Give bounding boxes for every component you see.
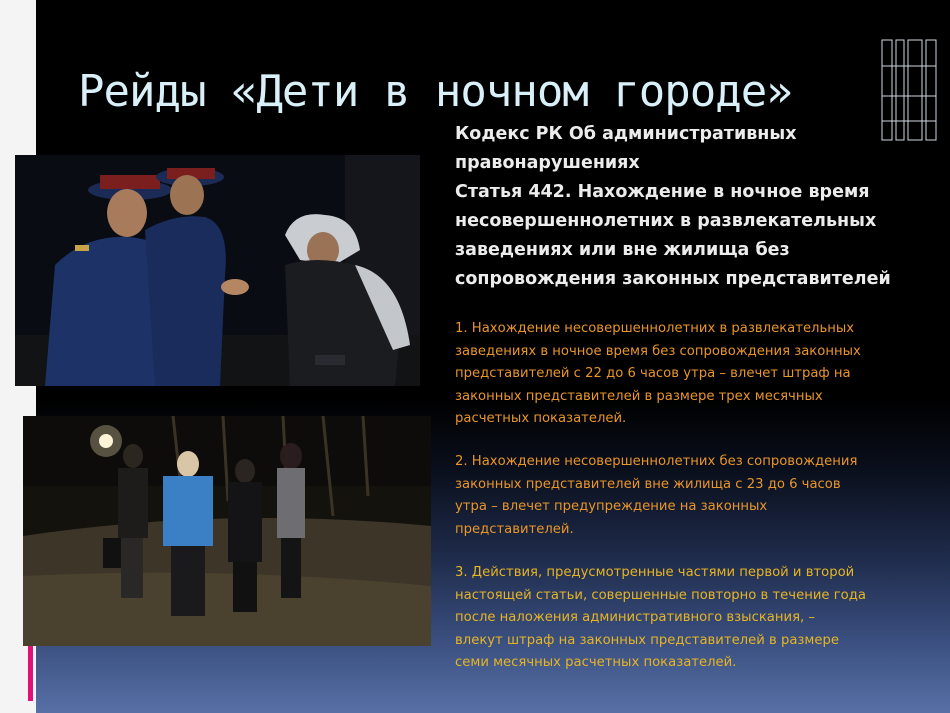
paragraph-line: заведениях в ночное время без сопровождения законных <box>455 343 861 359</box>
paragraph-line: 2. Нахождение несовершеннолетних без сопровождения <box>455 454 858 469</box>
article-part-1 <box>455 318 935 431</box>
paragraph-line: 1. Нахождение несовершеннолетних в развлекательных <box>455 321 855 336</box>
paragraph-line: семи месячных расчетных показателей. <box>455 655 737 671</box>
heading-line: сопровождения законных представителей <box>455 269 891 289</box>
paragraph-line: 3. Действия, предусмотренные частями первой и второй <box>455 565 855 580</box>
article-part-3 <box>455 562 935 675</box>
paragraph-line: законных представителей вне жилища с 23 до 6 часов <box>455 476 841 492</box>
article-part-2 <box>455 451 935 541</box>
heading-line: правонарушениях <box>455 153 640 173</box>
heading-line: Статья 442. Нахождение в ночное время <box>455 182 870 202</box>
photo-night-street-raid <box>23 416 431 646</box>
heading-line: несовершеннолетних в развлекательных <box>455 211 877 231</box>
paragraph-line: расчетных показателей. <box>455 411 627 427</box>
paragraph-line: утра – влечет предупреждение на законных <box>455 499 768 515</box>
heading-line: Кодекс РК Об административных <box>455 124 797 144</box>
paragraph-line: представителей с 22 до 6 часов утра – влечет штраф на <box>455 366 851 382</box>
paragraph-line: представителей. <box>455 521 574 537</box>
pink-accent-bar <box>28 645 33 701</box>
slide-title: Рейды «Дети в ночном городе» <box>78 66 792 117</box>
paragraph-line: законных представителей в размере трех месячных <box>455 388 823 404</box>
paragraph-line: влекут штраф на законных представителей в размере <box>455 632 839 648</box>
photo-police-with-teen <box>15 155 420 386</box>
paragraph-line: настоящей статьи, совершенные повторно в течение года <box>455 587 866 603</box>
paragraph-line: после наложения административного взыскания, – <box>455 610 815 626</box>
article-heading <box>455 120 935 294</box>
heading-line: заведениях или вне жилища без <box>455 240 790 260</box>
